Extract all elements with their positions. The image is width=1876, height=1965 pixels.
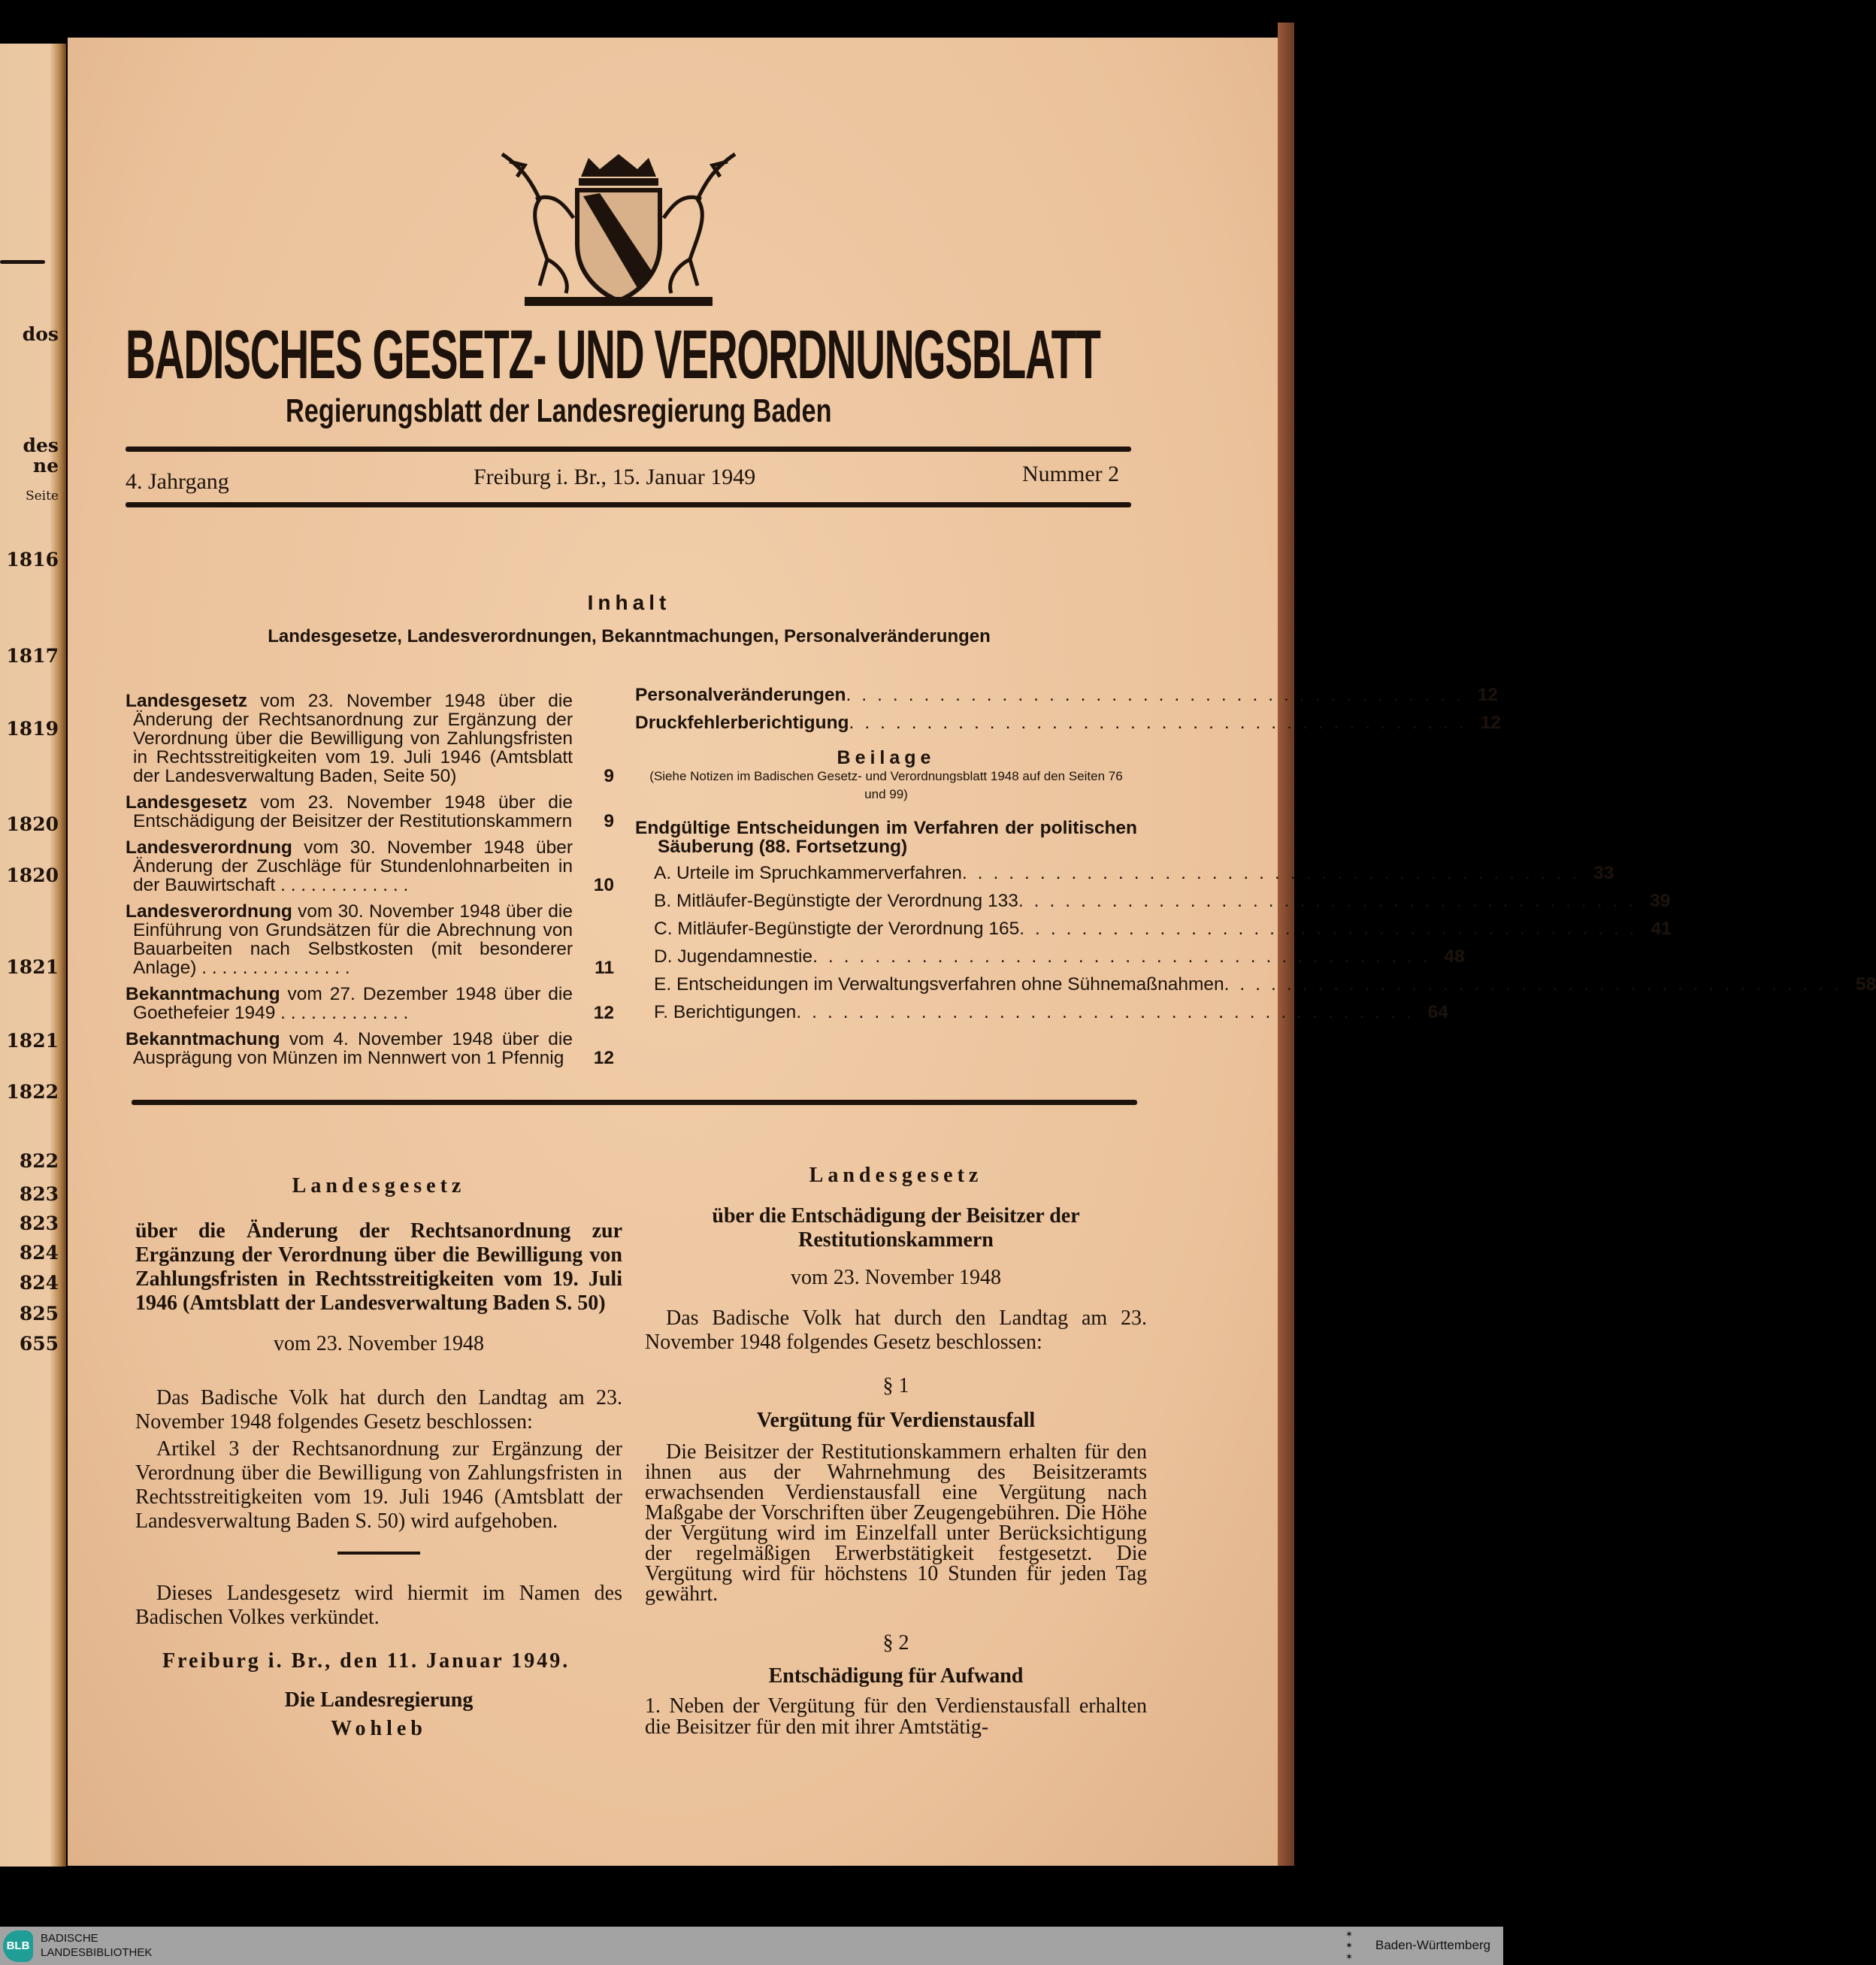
- law-2-section-1-title: Vergütung für Verdienstausfall: [756, 1409, 1036, 1432]
- entry-type: Landesverordnung: [126, 901, 292, 922]
- dot-leader: ........................................: [961, 863, 1588, 883]
- entry-type: Landesgesetz: [126, 792, 248, 813]
- margin-text: 823: [19, 1183, 59, 1205]
- dot-leader: ........................................: [846, 685, 1472, 705]
- margin-text: Seite: [25, 489, 59, 504]
- entry-page: 9: [604, 811, 614, 831]
- margin-text: 655: [19, 1333, 59, 1355]
- margin-rule: [0, 260, 45, 264]
- contents-entry[interactable]: [635, 685, 1499, 705]
- entry-description: vom 4. November 1948 über die Ausprägung von Münzen im Nennwert von 1 Pfennig: [133, 1029, 573, 1068]
- entry-text: [126, 838, 573, 895]
- entry-page: 12: [593, 1048, 614, 1068]
- stag-icon: ✶ ✶ ✶: [1345, 1929, 1354, 1962]
- issue-date: Freiburg i. Br., 15. Januar 1949: [474, 465, 756, 489]
- supplement-heading: Beilage: [837, 747, 936, 768]
- entry-label: D. Jugendamnestie: [654, 946, 813, 967]
- dot-leader: ........................................: [1224, 974, 1850, 995]
- contents-entry[interactable]: [126, 838, 614, 895]
- entry-type: Landesverordnung: [126, 837, 292, 858]
- margin-text: ne: [32, 455, 59, 477]
- masthead-rule-top: [126, 447, 1131, 452]
- law-2-date: vom 23. November 1948: [791, 1266, 1001, 1289]
- entry-page: 12: [1480, 713, 1502, 733]
- contents-entry[interactable]: [654, 919, 1672, 939]
- entry-page: 11: [595, 958, 614, 978]
- law-1-preamble: Das Badische Volk hat durch den Landtag am 23. November 1948 folgendes Gesetz beschlossen:: [135, 1386, 622, 1434]
- entry-text: [126, 902, 573, 977]
- margin-text: des: [23, 434, 59, 456]
- entry-text: [126, 1030, 573, 1067]
- contents-entry[interactable]: [654, 974, 1876, 995]
- supplement-note: (Siehe Notizen im Badischen Gesetz- und Verordnungsblatt 1948 auf den Seiten 76 und 99): [649, 769, 1123, 801]
- contents-entry[interactable]: [654, 863, 1614, 883]
- state-logo-text[interactable]: Baden-Württemberg: [1375, 1938, 1491, 1952]
- law-2-section-2-text: 1. Neben der Vergütung für den Verdienstausfall erhalten die Beisitzer für den mit ihrer Amtstätig-: [645, 1694, 1147, 1739]
- law-2: [645, 1164, 1147, 1738]
- entry-label: Personalveränderungen: [635, 685, 846, 705]
- entry-page: 10: [593, 875, 614, 895]
- entry-type: Bekanntmachung: [126, 1029, 280, 1049]
- entry-type: Bekanntmachung: [126, 984, 280, 1004]
- contents-entry[interactable]: [126, 1030, 614, 1067]
- coat-of-arms-icon: [495, 147, 743, 308]
- margin-text: 824: [19, 1272, 59, 1294]
- footer-bar: [0, 1927, 1503, 1965]
- masthead-rule-bottom: [126, 502, 1131, 507]
- entry-type: Landesgesetz: [126, 691, 248, 711]
- margin-text: 1822: [6, 1081, 59, 1103]
- margin-text: 1821: [6, 956, 59, 978]
- entry-page: 33: [1593, 863, 1614, 883]
- entry-page: 48: [1444, 946, 1465, 967]
- contents-right-column: [635, 685, 1876, 1031]
- entry-page: 64: [1427, 1002, 1448, 1022]
- law-1-divider: [337, 1552, 420, 1555]
- contents-left-column: [126, 692, 614, 1075]
- entry-text: [126, 692, 573, 786]
- margin-text: 1817: [6, 645, 59, 667]
- contents-subheading: Landesgesetze, Landesverordnungen, Bekanntmachungen, Personalveränderungen: [268, 626, 991, 646]
- law-2-section-2-number: § 2: [882, 1631, 909, 1655]
- dot-leader: ........................................: [796, 1002, 1422, 1022]
- entry-page: 58: [1855, 974, 1876, 995]
- margin-text: 824: [19, 1242, 59, 1264]
- contents-entry[interactable]: [654, 946, 1465, 967]
- entry-description: vom 27. Dezember 1948 über die Goethefeier 1949 . . . . . . . . . . . . .: [133, 984, 573, 1023]
- law-1-authority: Die Landesregierung: [284, 1688, 474, 1712]
- volume-label: 4. Jahrgang: [126, 469, 229, 494]
- entry-page: 9: [604, 766, 614, 786]
- law-2-preamble: Das Badische Volk hat durch den Landtag am 23. November 1948 folgendes Gesetz beschlossen:: [645, 1306, 1147, 1354]
- margin-text: 1820: [6, 864, 59, 886]
- section-rule: [132, 1100, 1137, 1105]
- contents-entry[interactable]: [635, 713, 1502, 733]
- law-2-section-1-number: § 1: [882, 1374, 909, 1397]
- contents-heading: Inhalt: [587, 591, 671, 614]
- law-1-heading: Landesgesetz: [292, 1174, 466, 1197]
- blb-logo[interactable]: BLB: [3, 1930, 33, 1962]
- margin-text: dos: [22, 323, 59, 345]
- entry-description: vom 30. November 1948 über Änderung der Zuschläge für Stundenlohnarbeiten in der Bauwirtschaft . . . . . . . . . . . . .: [133, 837, 573, 895]
- page-edge: [1278, 23, 1294, 1866]
- contents-entry[interactable]: [126, 692, 614, 786]
- margin-text: 825: [19, 1303, 59, 1325]
- entry-page: 39: [1650, 891, 1671, 911]
- dot-leader: ........................................: [1019, 919, 1645, 939]
- law-2-heading: Landesgesetz: [809, 1164, 983, 1187]
- law-2-title: über die Entschädigung der Beisitzer der Restitutionskammern: [712, 1204, 1080, 1252]
- dot-leader: ........................................: [1018, 891, 1645, 911]
- law-1-title: über die Änderung der Rechtsanordnung zur Ergänzung der Verordnung über die Bewilligung von Zahlungsfristen in Rechtsstreitigkeiten vom 19. Juli 1946 (Amtsblatt der Landesverwaltung Baden S. 50): [135, 1219, 622, 1315]
- margin-text: 1820: [6, 813, 59, 835]
- entry-description: vom 23. November 1948 über die Entschädigung der Beisitzer der Restitutionskammern: [133, 792, 573, 831]
- entry-label: B. Mitläufer-Begünstigte der Verordnung 133: [654, 891, 1018, 911]
- law-1-signature: Wohleb: [331, 1717, 427, 1740]
- publication-title: BADISCHES GESETZ- UND VERORDNUNGSBLATT: [126, 316, 1100, 393]
- law-1: [135, 1174, 622, 1741]
- entry-description: vom 23. November 1948 über die Änderung der Rechtsanordnung zur Ergänzung der Verordnung über die Bewilligung von Zahlungsfristen in Rechtsstreitigkeiten vom 19. Juli 1946 (Amtsblatt der Landesverwaltung Baden, Seite 50): [133, 691, 573, 786]
- entry-label: E. Entscheidungen im Verwaltungsverfahren ohne Sühnemaßnahmen: [654, 974, 1224, 995]
- entry-text: [126, 793, 573, 831]
- entry-description: vom 30. November 1948 über die Einführung von Grundsätzen für die Abrechnung von Bauarbeiten nach Selbstkosten (mit besonderer Anlage) . . . . . . . . . . . . . . .: [133, 901, 573, 978]
- law-2-section-2-title: Entschädigung für Aufwand: [768, 1664, 1024, 1688]
- library-name-line-1: BADISCHE: [41, 1932, 98, 1945]
- contents-entry[interactable]: [654, 1002, 1448, 1022]
- margin-text: 823: [19, 1213, 59, 1234]
- law-1-place-date: Freiburg i. Br., den 11. Januar 1949.: [162, 1649, 570, 1673]
- dot-leader: ........................................: [812, 946, 1439, 967]
- law-1-promulgation: Dieses Landesgesetz wird hiermit im Namen des Badischen Volkes verkündet.: [135, 1582, 622, 1629]
- law-1-article: Artikel 3 der Rechtsanordnung zur Ergänzung der Verordnung über die Bewilligung von Zahlungsfristen in Rechtsstreitigkeiten vom 19. Juli 1946 (Amtsblatt der Landesverwaltung Baden S. 50) wird aufgehoben.: [135, 1437, 622, 1533]
- supplement-intro: Endgültige Entscheidungen im Verfahren der politischen Säuberung (88. Fortsetzung): [635, 818, 1137, 857]
- margin-text: 1816: [6, 549, 59, 571]
- entry-label: A. Urteile im Spruchkammerverfahren: [654, 863, 962, 883]
- library-name-line-2: LANDESBIBLIOTHEK: [41, 1946, 153, 1959]
- law-1-date: vom 23. November 1948: [274, 1332, 484, 1355]
- previous-page-edge: [0, 44, 66, 1867]
- margin-text: 1819: [6, 718, 59, 740]
- entry-page: 41: [1651, 919, 1672, 939]
- contents-entry[interactable]: [126, 793, 614, 831]
- entry-label: C. Mitläufer-Begünstigte der Verordnung 165: [654, 919, 1020, 939]
- margin-text: 822: [19, 1150, 59, 1172]
- contents-entry[interactable]: [654, 891, 1671, 911]
- issue-number: Nummer 2: [1022, 462, 1120, 486]
- contents-entry[interactable]: [126, 985, 614, 1022]
- entry-label: F. Berichtigungen: [654, 1002, 797, 1022]
- entry-page: 12: [593, 1003, 614, 1023]
- contents-entry[interactable]: [126, 902, 614, 977]
- publication-subtitle: Regierungsblatt der Landesregierung Baden: [286, 392, 832, 429]
- entry-page: 12: [1477, 685, 1499, 705]
- margin-text: 1821: [6, 1030, 59, 1052]
- dot-leader: ........................................: [849, 713, 1475, 733]
- entry-label: Druckfehlerberichtigung: [635, 713, 849, 733]
- library-name[interactable]: [41, 1931, 152, 1960]
- law-2-section-1-text: Die Beisitzer der Restitutionskammern erhalten für den ihnen aus der Wahrnehmung des Beisitzeramts erwachsenden Verdienstausfall eine Vergütung nach Maßgabe der Vorschriften über Zeugengebühren. Die Höhe der Vergütung wird im Einzelfall unter Berücksichtigung der regelmäßigen Erwerbstätigkeit festgesetzt. Die Vergütung wird für höchstens 10 Stunden für jeden Tag gewährt.: [645, 1440, 1147, 1606]
- entry-text: [126, 985, 573, 1022]
